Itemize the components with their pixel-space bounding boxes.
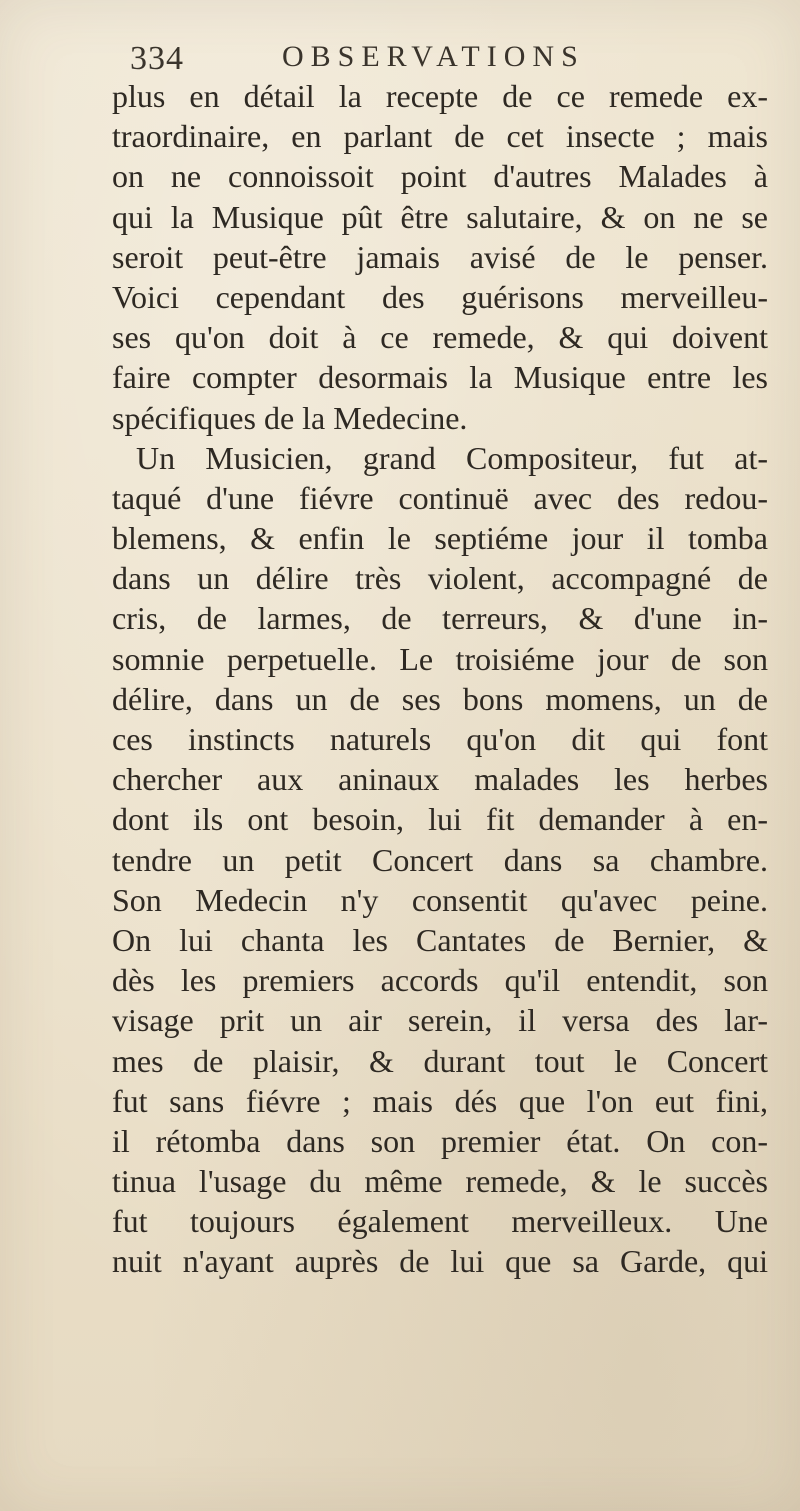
text-line: délire, dans un de ses bons momens, un de	[112, 680, 768, 717]
text-line: Un Musicien, grand Compositeur, fut at-	[136, 439, 768, 476]
page-number: 334	[130, 40, 184, 77]
text-line: tendre un petit Concert dans sa chambre.	[112, 841, 768, 878]
text-line: dès les premiers accords qu'il entendit, son	[112, 962, 768, 999]
text-line: plus en détail la recepte de ce remede ex-	[112, 78, 768, 114]
body-text	[112, 76, 768, 1282]
text-line: tinua l'usage du même remede, & le succès	[112, 1163, 768, 1200]
text-line: ces instincts naturels qu'on dit qui font	[112, 721, 768, 757]
text-line: qui la Musique pût être salutaire, & on ne se	[112, 198, 768, 235]
text-line: il rétomba dans son premier état. On con-	[112, 1122, 768, 1159]
text-line: blemens, & enfin le septiéme jour il tomba	[112, 520, 768, 557]
text-line: on ne connoissoit point d'autres Malades à	[112, 158, 768, 195]
text-line: traordinaire, en parlant de cet insecte ; mais	[112, 118, 768, 155]
text-line: taqué d'une fiévre continuë avec des redou-	[112, 479, 768, 516]
text-line: spécifiques de la Medecine.	[112, 399, 468, 436]
text-line: chercher aux aninaux malades les herbes	[112, 761, 768, 798]
text-line: somnie perpetuelle. Le troisiéme jour de son	[112, 640, 768, 677]
text-line: mes de plaisir, & durant tout le Concert	[112, 1042, 768, 1079]
running-title: OBSERVATIONS	[282, 40, 585, 73]
text-line: visage prit un air serein, il versa des lar-	[112, 1002, 768, 1039]
text-line: dans un délire très violent, accompagné de	[112, 560, 768, 597]
text-line: faire compter desormais la Musique entre les	[112, 359, 768, 396]
text-line: Voici cependant des guérisons merveilleu-	[112, 278, 768, 315]
text-line: On lui chanta les Cantates de Bernier, &	[112, 921, 768, 958]
text-line: dont ils ont besoin, lui fit demander à en-	[112, 801, 768, 838]
text-line: Son Medecin n'y consentit qu'avec peine.	[112, 881, 768, 918]
text-line: cris, de larmes, de terreurs, & d'une in-	[112, 600, 768, 637]
text-line: seroit peut-être jamais avisé de le penser.	[112, 238, 768, 275]
text-line: fut sans fiévre ; mais dés que l'on eut fini,	[112, 1082, 768, 1119]
text-line: fut toujours également merveilleux. Une	[112, 1203, 768, 1240]
text-line: ses qu'on doit à ce remede, & qui doivent	[112, 319, 768, 356]
text-line: nuit n'ayant auprès de lui que sa Garde, qui	[112, 1243, 768, 1280]
